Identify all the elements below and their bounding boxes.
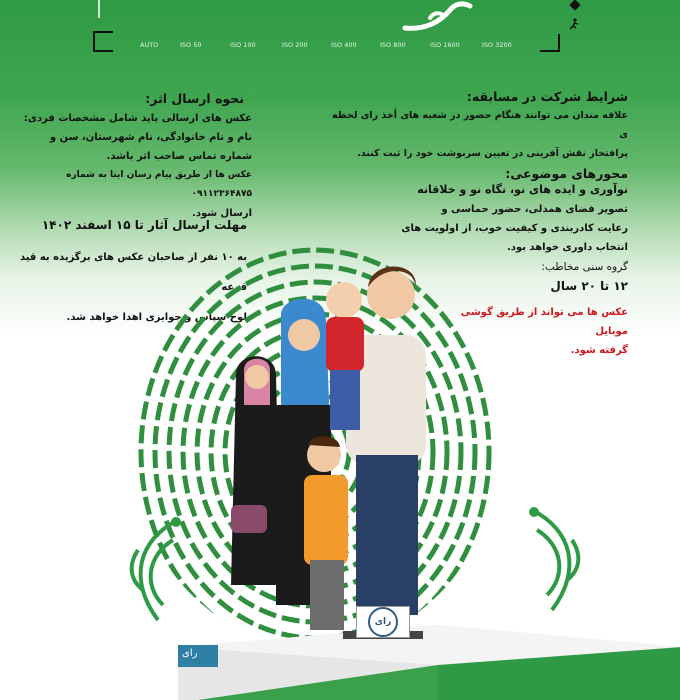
- submission-line: ارسال شود.: [192, 208, 252, 219]
- themes-title: محورهای موضوعی:: [505, 166, 628, 181]
- age-title: گروه سنی مخاطب:: [541, 261, 628, 273]
- conditions-text: [328, 106, 628, 163]
- themes-subtitle: نوآوری و ایده های نو، نگاه نو و خلاقانه: [417, 183, 628, 196]
- conditions-line: علاقه مندان می توانند هنگام حضور در شعبه های أخذ رای لحظه ی: [331, 110, 628, 140]
- themes-line: رعایت کادربندی و کیفیت خوب، از اولویت های: [401, 223, 628, 234]
- iso-label: ISO 800: [380, 41, 406, 49]
- girl-figure: [231, 356, 281, 585]
- boy-figure: [304, 436, 348, 630]
- toddler-figure: [326, 282, 364, 430]
- age-value: ۱۲ تا ۲۰ سال: [550, 279, 628, 293]
- ballot-label: رای: [182, 648, 198, 659]
- submission-line: عکس های ارسالی باید شامل مشخصات فردی:: [23, 113, 252, 124]
- deadline-line: به ۱۰ نفر از صاحبان عکس های برگزیده به قید قرعه: [19, 252, 247, 293]
- conditions-line: پرافتخار نقش آفرینی در تعیین سرنوشت خود را ثبت کنند.: [357, 148, 628, 159]
- frame-corner-top-left-low: [93, 34, 113, 52]
- iso-label: ISO 3200: [482, 41, 512, 49]
- runner-icon: [568, 18, 580, 32]
- submission-line: شماره تماس صاحب اثر باشد.: [106, 151, 252, 162]
- submission-title: نحوه ارسال اثر:: [145, 91, 244, 106]
- ornament-right: [522, 500, 592, 620]
- ballot-box: [178, 605, 680, 700]
- ballot-emblem-text: رای: [374, 617, 392, 627]
- iso-label: ISO 1600: [430, 41, 460, 49]
- submission-line: نام و نام خانوادگی، نام شهرستان، سن و: [49, 132, 252, 143]
- themes-line: تصویر فضای همدلی، حضور حماسی و: [441, 204, 628, 215]
- ruler-icon: [98, 0, 108, 18]
- submission-text: [12, 109, 252, 223]
- note-line: گرفته شود.: [570, 345, 628, 356]
- note-line: عکس ها می تواند از طریق گوشی موبایل: [460, 307, 628, 337]
- submission-line: عکس ها از طریق پیام رسان ایتا به شماره ۰۹۱۱۲۳۶۴۸۷۵: [66, 170, 252, 199]
- iso-label: ISO 400: [331, 41, 357, 49]
- iso-label: AUTO: [140, 41, 159, 49]
- frame-corner-top-right: [540, 34, 560, 52]
- calligraphy-logo: [400, 0, 480, 34]
- ballot-emblem: [368, 607, 398, 637]
- ballot-paper: [356, 606, 410, 638]
- iso-label: ISO 100: [230, 41, 256, 49]
- deadline-line: لوح سپاس و جوایزی اهدا خواهد شد.: [66, 312, 247, 323]
- conditions-title: شرایط شرکت در مسابقه:: [466, 89, 628, 104]
- iso-label: ISO 50: [180, 41, 202, 49]
- themes-line: انتخاب داوری خواهد بود.: [507, 242, 628, 253]
- iso-label: ISO 200: [282, 41, 308, 49]
- deadline-title: مهلت ارسال آثار تا ۱۵ اسفند ۱۴۰۲: [41, 218, 247, 232]
- family-illustration: [226, 255, 446, 655]
